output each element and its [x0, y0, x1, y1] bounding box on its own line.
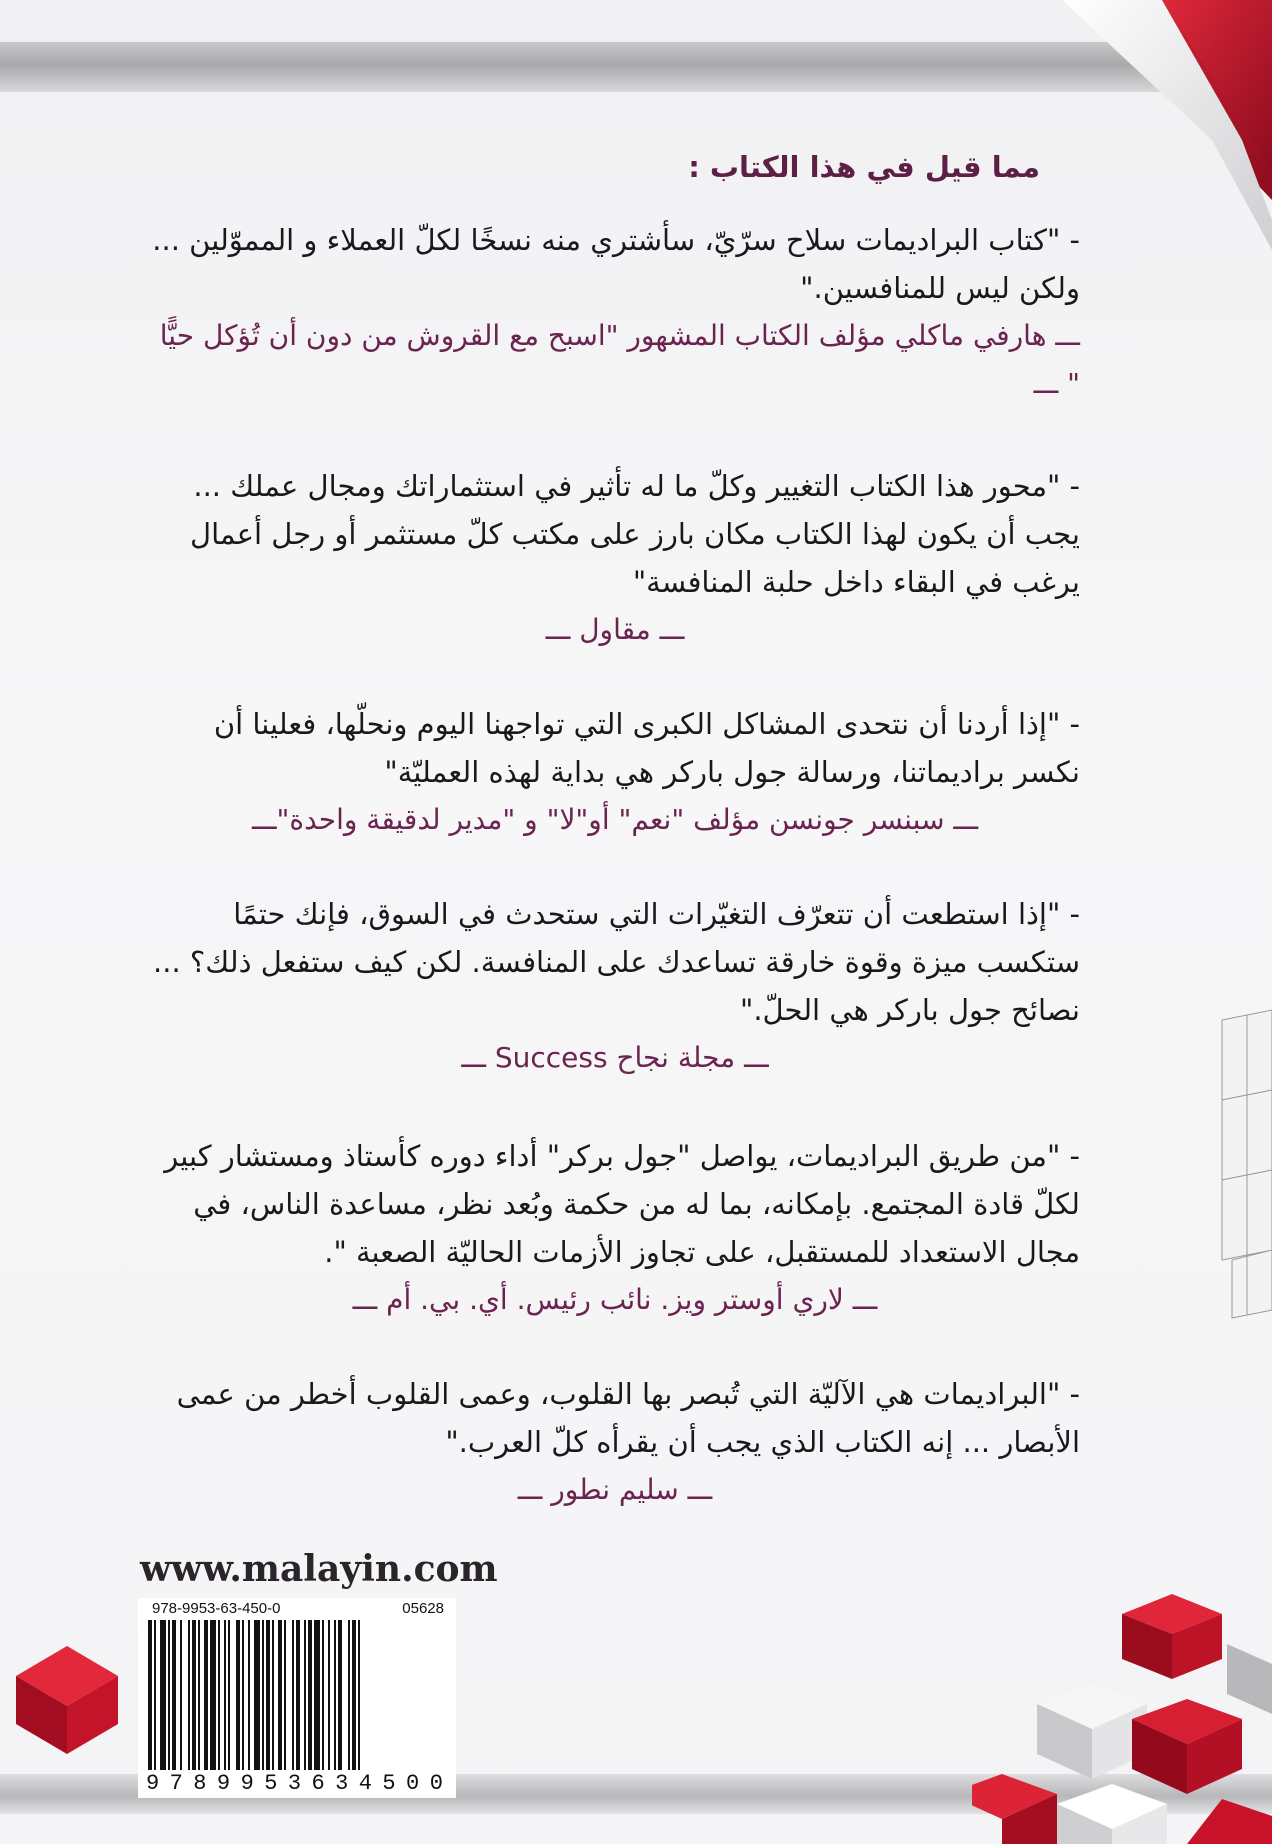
quote-attribution: ـــ سليم نطور ـــ: [517, 1473, 713, 1506]
quote-block: [150, 700, 1080, 844]
barcode-bar: [228, 1620, 230, 1770]
quote-text: - "كتاب البراديمات سلاح سرّيّ، سأشتري منه نسخًا لكلّ العملاء و المموّلين ... ولكن ليس للمنافسين.": [152, 223, 1080, 305]
barcode-digit: 0: [406, 1771, 425, 1796]
barcode-bar: [352, 1620, 356, 1770]
quote-attribution: ـــ مجلة نجاح Success ـــ: [461, 1041, 769, 1074]
barcode-bar: [192, 1620, 196, 1770]
barcode-digit: 9: [146, 1771, 165, 1796]
praise-section: [150, 150, 1080, 1514]
barcode-bar: [278, 1620, 282, 1770]
quote-block: [150, 462, 1080, 654]
barcode-digit: 4: [358, 1771, 377, 1796]
barcode-bar: [248, 1620, 250, 1770]
wireframe-cubes-decoration: [1202, 1000, 1272, 1320]
quote-block: [150, 216, 1080, 408]
barcode-bar: [204, 1620, 208, 1770]
quote-text: - "إذا أردنا أن نتحدى المشاكل الكبرى التي تواجهنا اليوم ونحلّها، فعلينا أن نكسر براديماتنا، ورسالة جول باركر هي بداية لهذه العمليّة": [213, 707, 1080, 789]
quote-text: - "إذا استطعت أن تتعرّف التغيّرات التي ستحدث في السوق، فإنك حتمًا ستكسب ميزة وقوة خارقة تساعدك على المنافسة. لكن كيف ستفعل ذلك؟ ... نصائح جول باركر هي الحلّ.": [153, 897, 1080, 1027]
barcode-bars: [148, 1620, 446, 1770]
barcode-digit: 9: [216, 1771, 236, 1796]
quote-attribution: ـــ مقاول ـــ: [545, 613, 685, 646]
quote-attribution: ـــ هارفي ماكلي مؤلف الكتاب المشهور "اسبح مع القروش من دون أن تُؤكل حيًّا " ـــ: [159, 319, 1080, 400]
barcode-bar: [334, 1620, 336, 1770]
barcode-bar: [308, 1620, 312, 1770]
stacked-cubes-decoration: [972, 1584, 1272, 1844]
isbn-number: 978-9953-63-450-0: [152, 1600, 281, 1617]
red-cube-icon: [8, 1640, 126, 1758]
barcode-bar: [254, 1620, 260, 1770]
barcode-bar: [348, 1620, 350, 1770]
barcode-bar: [304, 1620, 306, 1770]
barcode-bar: [148, 1620, 152, 1770]
barcode-bar: [154, 1620, 156, 1770]
barcode-bar: [262, 1620, 264, 1770]
quote-block: [150, 1370, 1080, 1514]
quote-text: - "البراديمات هي الآليّة التي تُبصر بها القلوب، وعمى القلوب أخطر من عمى الأبصار ... إنه الكتاب الذي يجب أن يقرأه كلّ العرب.": [176, 1377, 1080, 1459]
barcode-bar: [180, 1620, 182, 1770]
barcode-bar: [328, 1620, 330, 1770]
quote-block: [150, 890, 1080, 1082]
barcode-digit: 5: [382, 1771, 401, 1796]
barcode-bar: [168, 1620, 170, 1770]
barcode-bar: [314, 1620, 320, 1770]
quote-text: - "محور هذا الكتاب التغيير وكلّ ما له تأثير في استثماراتك ومجال عملك ... يجب أن يكون لهذا الكتاب مكان بارز على مكتب كلّ مستثمر أو رجل أعمال يرغب في البقاء داخل حلبة المنافسة": [190, 469, 1080, 599]
isbn-barcode: [138, 1598, 456, 1798]
barcode-bar: [296, 1620, 300, 1770]
barcode-digit: 5: [264, 1771, 283, 1796]
barcode-digit: 8: [193, 1771, 212, 1796]
barcode-bar: [322, 1620, 324, 1770]
barcode-digit: 3: [287, 1771, 307, 1796]
barcode-bar: [292, 1620, 294, 1770]
barcode-digits: [146, 1771, 448, 1796]
section-heading: مما قيل في هذا الكتاب :: [688, 150, 1040, 184]
publisher-website-link[interactable]: www.malayin.com: [140, 1548, 498, 1590]
barcode-bar: [198, 1620, 200, 1770]
barcode-digit: 0: [429, 1771, 448, 1796]
barcode-bar: [210, 1620, 216, 1770]
barcode-bar: [218, 1620, 220, 1770]
quote-block: [150, 1132, 1080, 1324]
barcode-bar: [284, 1620, 286, 1770]
barcode-bar: [160, 1620, 166, 1770]
barcode-bar: [358, 1620, 360, 1770]
barcode-bar: [272, 1620, 274, 1770]
quote-text: - "من طريق البراديمات، يواصل "جول بركر" أداء دوره كأستاذ ومستشار كبير لكلّ قادة المجتمع. بإمكانه، بما له من حكمة وبُعد نظر، مساعدة الناس، في مجال الاستعداد للمستقبل، على تجاوز الأزمات الحاليّة الصعبة ".: [164, 1139, 1080, 1269]
barcode-bar: [242, 1620, 244, 1770]
quote-attribution: ـــ سبنسر جونسن مؤلف "نعم" أو"لا" و "مدير لدقيقة واحدة"ـــ: [251, 803, 979, 836]
barcode-bar: [224, 1620, 226, 1770]
barcode-bar: [338, 1620, 342, 1770]
barcode-bar: [236, 1620, 240, 1770]
barcode-bar: [188, 1620, 190, 1770]
barcode-bar: [172, 1620, 176, 1770]
barcode-digit: 7: [169, 1771, 188, 1796]
price-code: 05628: [402, 1600, 444, 1617]
barcode-digit: 6: [311, 1771, 330, 1796]
barcode-bar: [266, 1620, 270, 1770]
barcode-digit: 3: [335, 1771, 354, 1796]
barcode-digit: 9: [240, 1771, 259, 1796]
quote-attribution: ـــ لاري أوستر ويز. نائب رئيس. أي. بي. أم ـــ: [352, 1283, 878, 1316]
